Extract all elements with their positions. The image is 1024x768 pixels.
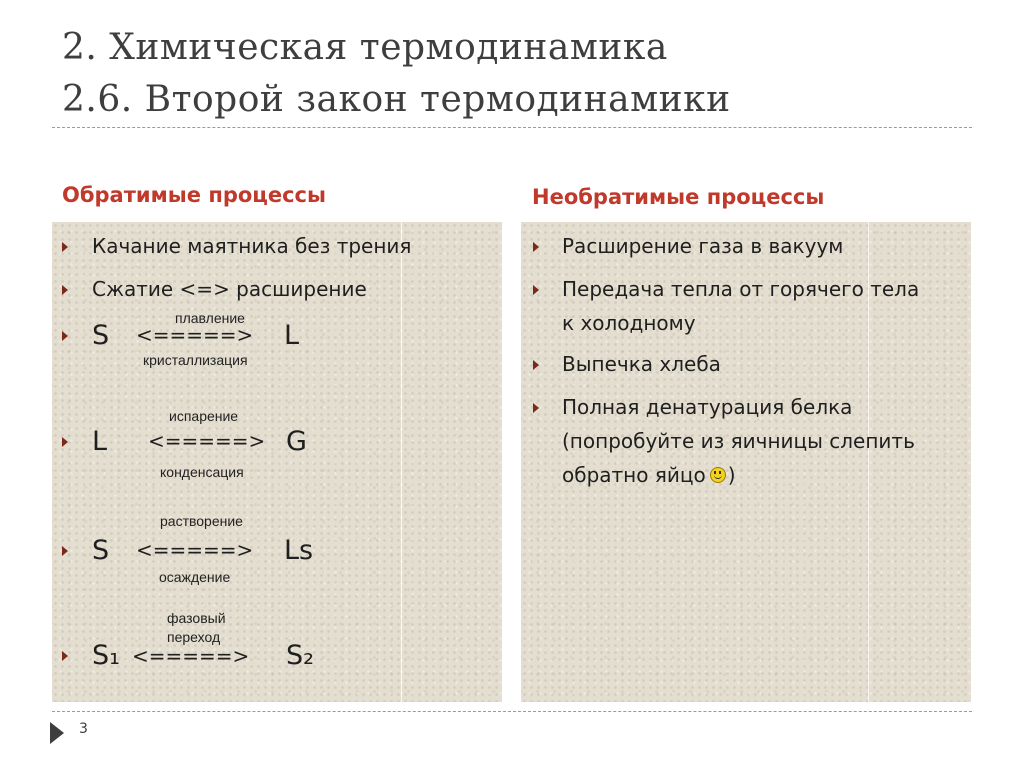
triangle-bullet-icon	[62, 285, 68, 295]
eq4-label-line1: фазовый	[167, 610, 226, 626]
eq4-arrow: <=====>	[132, 644, 250, 668]
triangle-bullet-icon	[62, 437, 68, 447]
irreversible-item-protein-line2: (попробуйте из яичницы слепить	[562, 429, 915, 453]
eq4-right: S₂	[286, 640, 314, 671]
triangle-bullet-icon	[62, 651, 68, 661]
eq1-forward-label: плавление	[175, 310, 245, 326]
page-number: 3	[79, 721, 88, 737]
triangle-bullet-icon	[62, 331, 68, 341]
irreversible-item-protein-line1: Полная денатурация белка	[562, 395, 853, 419]
eq1-left: S	[92, 320, 110, 351]
reversible-panel	[52, 222, 502, 702]
eq3-arrow: <=====>	[136, 538, 254, 562]
panel-seam	[401, 222, 402, 702]
irreversible-item-gas: Расширение газа в вакуум	[562, 234, 844, 258]
slide-title	[62, 22, 982, 126]
eq3-right: Ls	[284, 535, 314, 566]
eq3-left: S	[92, 535, 110, 566]
irreversible-panel	[521, 222, 971, 702]
eq3-forward-label: растворение	[160, 513, 243, 529]
irreversible-item-protein-line3	[562, 459, 736, 491]
eq1-arrow: <=====>	[136, 323, 254, 347]
title-line-2: 2.6. Второй закон термодинамики	[62, 79, 731, 120]
eq2-reverse-label: конденсация	[160, 464, 244, 480]
eq1-reverse-label: кристаллизация	[143, 352, 248, 368]
eq4-label-line2: переход	[167, 629, 221, 645]
reversible-heading: Обратимые процессы	[62, 183, 326, 207]
triangle-bullet-icon	[533, 242, 539, 252]
slide-arrow-icon	[50, 722, 64, 744]
triangle-bullet-icon	[62, 242, 68, 252]
title-line-1: 2. Химическая термодинамика	[62, 27, 668, 68]
eq2-forward-label: испарение	[169, 408, 239, 424]
irreversible-item-heat-line2: к холодному	[562, 311, 696, 335]
triangle-bullet-icon	[62, 546, 68, 556]
triangle-bullet-icon	[533, 285, 539, 295]
eq2-right: G	[286, 426, 307, 457]
eq1-right: L	[284, 320, 300, 351]
eq2-left: L	[92, 426, 108, 457]
triangle-bullet-icon	[533, 403, 539, 413]
irreversible-item-bread: Выпечка хлеба	[562, 352, 721, 376]
eq4-left: S₁	[92, 640, 120, 671]
smiley-icon	[710, 467, 726, 483]
irreversible-heading: Необратимые процессы	[532, 185, 825, 209]
title-divider	[52, 127, 972, 128]
reversible-item-compression: Сжатие <=> расширение	[92, 277, 367, 301]
eq2-arrow: <=====>	[148, 429, 266, 453]
triangle-bullet-icon	[533, 360, 539, 370]
footer-divider	[52, 711, 972, 712]
irreversible-item-protein-line3-text: обратно яйцо	[562, 463, 706, 487]
irreversible-item-heat-line1: Передача тепла от горячего тела	[562, 277, 920, 301]
reversible-item-pendulum: Качание маятника без трения	[92, 234, 412, 258]
eq3-reverse-label: осаждение	[159, 569, 231, 585]
irreversible-item-protein-line3-end: )	[727, 463, 736, 487]
